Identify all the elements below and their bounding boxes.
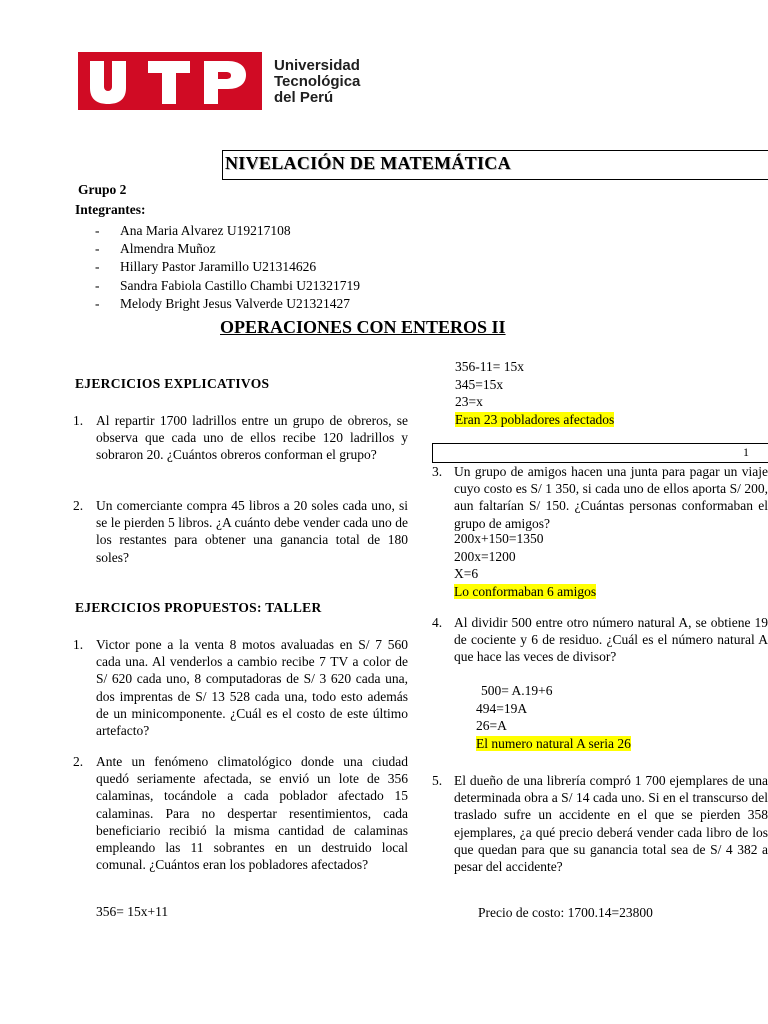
utp-logo [78,52,262,110]
section-heading-propuestos: EJERCICIOS PROPUESTOS: TALLER [75,600,322,615]
calc-line: 26=A [476,718,507,733]
document-title-box [222,150,768,180]
answer-highlight: Lo conformaban 6 amigos [454,583,597,599]
exercise-text: Al repartir 1700 ladrillos entre un grupo de obreros, se observa que cada uno de ellos recibe 120 ladrillos y sobraron 20. ¿Cuántos obreros conforman el grupo? [96,413,408,463]
group-label: Grupo 2 [78,182,127,197]
exercise-1 [73,412,408,464]
university-name-line: del Perú [274,89,334,106]
member-item [95,295,360,313]
section-heading-explicativos: EJERCICIOS EXPLICATIVOS [75,376,270,391]
calc-line: 356-11= 15x [455,359,524,374]
problem-2-solution [455,358,614,428]
problem-number: 1. [73,637,84,652]
problem-number: 3. [432,464,443,479]
member-item [95,258,360,276]
problem-text: Ante un fenómeno climatológico donde una ciudad quedó seriamente afectada, se envió un lote de 356 calaminas, tocándole a cada poblador afectado 15 calaminas. Para no despertar resentimientos, cada beneficiario recibió la misma cantidad de calaminas empleando las 11 sobrantes en un destruido local comunal. ¿Cuántos eran los pobladores afectados? [96,754,408,873]
exercise-2 [73,497,408,566]
members-label: Integrantes: [75,202,146,217]
calc-line: 500= A.19+6 [481,683,553,698]
list-dash: - [95,277,100,293]
answer-highlight: Eran 23 pobladores afectados [455,411,615,427]
page-number-box [432,443,768,463]
university-name-line: Tecnológica [274,73,361,90]
section-title: OPERACIONES CON ENTEROS II [220,317,506,337]
exercise-text: Un comerciante compra 45 libros a 20 soles cada uno, si se le pierden 5 libros. ¿A cuánto debe vender cada uno de los restantes para obtener una ganancia total de 180 soles? [96,498,408,565]
list-dash: - [95,241,100,257]
member-name: Melody Bright Jesus Valverde U21321427 [120,295,350,311]
list-dash: - [95,259,100,275]
calc-line: 23=x [455,394,483,409]
calc-line: X=6 [454,566,479,581]
problem-text: Victor pone a la venta 8 motos avaluadas en S/ 7 560 cada una. Al venderlos a cambio recibe 7 TV a color de S/ 620 cada uno, 8 computadoras de S/ 3 620 cada una, dos imprentas de S/ 13 528 cada una, todo esto además de un minicomponente. ¿Cuál es el costo de este último artefacto? [96,637,408,739]
university-name [274,58,360,106]
exercise-number: 1. [73,413,84,428]
problem-3-solution [454,530,596,600]
problem-5 [432,772,768,875]
answer-highlight: El numero natural A seria 26 [476,735,631,751]
problem-text: Al dividir 500 entre otro número natural A, se obtiene 19 de cociente y 6 de residuo. ¿Cuál es el número natural A que hace las veces de divisor? [454,615,768,665]
calc-line: 494=19A [476,700,528,716]
problem-2-equation: 356= 15x+11 [96,904,169,919]
member-name: Ana Maria Alvarez U19217108 [120,223,291,238]
utp-letters-icon [78,52,262,110]
exercise-number: 2. [73,498,84,513]
calc-line: 200x+150=1350 [454,531,544,546]
problem-text: Un grupo de amigos hacen una junta para pagar un viaje cuyo costo es S/ 1 350, si cada uno de ellos aporta S/ 200, aun faltarían S/ 150. ¿Cuántas personas conformaban el grupo de amigos? [454,464,768,531]
university-name-line: Universidad [274,57,360,74]
list-dash: - [95,223,100,238]
problem-2 [73,753,408,873]
problem-4-solution [476,682,631,752]
problem-4 [432,614,768,666]
problem-number: 2. [73,754,84,769]
member-name: Almendra Muñoz [120,241,216,257]
members-list [95,222,360,313]
document-title: NIVELACIÓN DE MATEMÁTICA [225,153,511,173]
problem-1 [73,636,408,739]
member-name: Hillary Pastor Jaramillo U21314626 [120,259,317,275]
page-number: 1 [743,445,749,459]
calc-line: 200x=1200 [454,548,516,564]
member-item [95,240,360,258]
problem-text: El dueño de una librería compró 1 700 ejemplares de una determinada obra a S/ 14 cada uno. Si en el transcurso del traslado sufre un accidente en el que se pierden 358 ejemplares, ¿a qué precio deberá vender cada libro de los que quedan para que su ganancia total sea de S/ 4 382 a pesar del accidente? [454,773,768,875]
calc-line: 345=15x [455,376,504,392]
member-item [95,277,360,295]
problem-3 [432,463,768,532]
member-item [95,222,360,240]
problem-number: 5. [432,773,443,788]
member-name: Sandra Fabiola Castillo Chambi U21321719 [120,277,360,293]
problem-number: 4. [432,615,443,630]
problem-5-calculation: Precio de costo: 1700.14=23800 [478,905,653,920]
list-dash: - [95,295,100,311]
